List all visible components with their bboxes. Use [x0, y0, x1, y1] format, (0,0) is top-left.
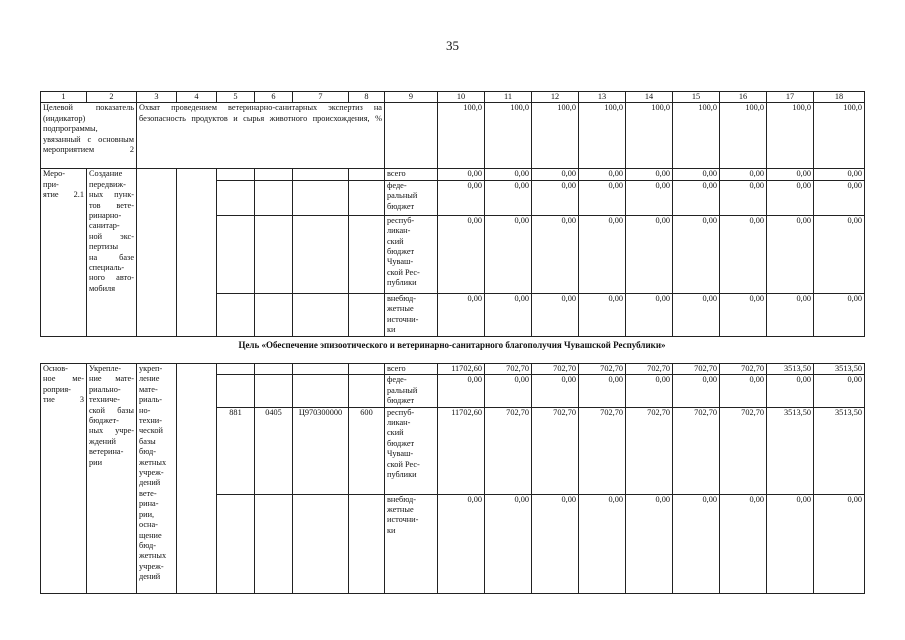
funding-value: 0,00	[720, 215, 767, 293]
funding-value: 0,00	[814, 293, 865, 336]
funding-value: 0,00	[720, 169, 767, 180]
measure-type: Основ- ное ме- роприя- тие 3	[41, 364, 87, 594]
funding-source: внебюд- жетные источни- ки	[385, 293, 438, 336]
goal-link: укреп- ление мате- риаль- но- техни- ческой базы бюд- жетных учреж- дений вете- рина- рии, осна- щение бюд- жетных учреж- дений	[137, 364, 177, 594]
column-number: 10	[438, 92, 485, 103]
code-csr	[293, 375, 349, 407]
code-rzpr	[255, 215, 293, 293]
funding-value: 0,00	[532, 375, 579, 407]
code-csr	[293, 215, 349, 293]
funding-value: 0,00	[579, 215, 626, 293]
funding-value: 0,00	[579, 375, 626, 407]
funding-value: 0,00	[720, 293, 767, 336]
indicator-description: Охват проведением ветеринарно-санитарных экспертиз на безопасность продуктов и сырья животного происхождения, %	[137, 103, 385, 169]
code-grbs	[217, 494, 255, 593]
code-csr	[293, 364, 349, 375]
goal-link	[137, 169, 177, 336]
measure-type: Меро- при- ятие 2.1	[41, 169, 87, 336]
funding-value: 702,70	[720, 364, 767, 375]
funding-value: 702,70	[626, 407, 673, 494]
funding-value: 11702,60	[438, 407, 485, 494]
funding-source: феде- ральный бюджет	[385, 180, 438, 215]
code-vr	[349, 215, 385, 293]
funding-value: 0,00	[438, 494, 485, 593]
funding-value: 0,00	[579, 180, 626, 215]
funding-value: 702,70	[720, 407, 767, 494]
code-csr	[293, 494, 349, 593]
funding-value: 3513,50	[814, 364, 865, 375]
code-csr	[293, 180, 349, 215]
funding-value: 0,00	[814, 375, 865, 407]
funding-value: 0,00	[673, 180, 720, 215]
upper-table	[40, 91, 865, 337]
code-rzpr	[255, 364, 293, 375]
funding-value: 11702,60	[438, 364, 485, 375]
code-grbs	[217, 293, 255, 336]
code-rzpr	[255, 169, 293, 180]
column-number: 13	[579, 92, 626, 103]
funding-value: 0,00	[626, 494, 673, 593]
code-vr	[349, 494, 385, 593]
funding-value: 0,00	[485, 375, 532, 407]
column-number: 1	[41, 92, 87, 103]
funding-value: 0,00	[532, 169, 579, 180]
funding-source: респуб- ликан- ский бюджет Чуваш- ской Рес- публики	[385, 215, 438, 293]
indicator-value: 100,0	[767, 103, 814, 169]
header-row	[41, 92, 865, 103]
column-number: 8	[349, 92, 385, 103]
responsible	[177, 169, 217, 336]
funding-value: 0,00	[673, 169, 720, 180]
funding-value: 0,00	[438, 375, 485, 407]
column-number: 16	[720, 92, 767, 103]
funding-value: 0,00	[814, 180, 865, 215]
code-csr: Ц970300000	[293, 407, 349, 494]
funding-source: феде- ральный бюджет	[385, 375, 438, 407]
indicator-value: 100,0	[814, 103, 865, 169]
funding-value: 702,70	[532, 364, 579, 375]
funding-value: 3513,50	[814, 407, 865, 494]
funding-value: 702,70	[626, 364, 673, 375]
column-number: 7	[293, 92, 349, 103]
funding-value: 0,00	[438, 215, 485, 293]
funding-value: 0,00	[767, 215, 814, 293]
funding-value: 702,70	[673, 407, 720, 494]
code-rzpr	[255, 293, 293, 336]
indicator-value: 100,0	[485, 103, 532, 169]
funding-value: 0,00	[626, 293, 673, 336]
funding-source: всего	[385, 364, 438, 375]
funding-value: 0,00	[767, 293, 814, 336]
funding-value: 0,00	[767, 180, 814, 215]
column-number: 12	[532, 92, 579, 103]
funding-value: 0,00	[814, 169, 865, 180]
code-vr	[349, 364, 385, 375]
code-vr	[349, 293, 385, 336]
funding-value: 0,00	[626, 375, 673, 407]
code-grbs	[217, 364, 255, 375]
funding-value: 0,00	[485, 494, 532, 593]
indicator-value: 100,0	[532, 103, 579, 169]
funding-value: 0,00	[626, 169, 673, 180]
code-grbs: 881	[217, 407, 255, 494]
funding-value: 0,00	[673, 293, 720, 336]
code-rzpr	[255, 494, 293, 593]
goal-heading: Цель «Обеспечение эпизоотического и ветеринарно-санитарного благополучия Чувашской Республики»	[238, 340, 666, 350]
column-number: 11	[485, 92, 532, 103]
funding-value: 702,70	[579, 407, 626, 494]
column-number: 5	[217, 92, 255, 103]
funding-value: 0,00	[485, 169, 532, 180]
column-number: 6	[255, 92, 293, 103]
code-csr	[293, 293, 349, 336]
indicator-name: Целевой показатель (индикатор) подпрограммы, увязанный с основным мероприятием 2	[41, 103, 137, 169]
indicator-row	[41, 103, 865, 169]
code-vr	[349, 180, 385, 215]
indicator-value: 100,0	[720, 103, 767, 169]
table-row	[41, 364, 865, 375]
page-number: 35	[446, 38, 459, 53]
indicator-value: 100,0	[579, 103, 626, 169]
indicator-value: 100,0	[626, 103, 673, 169]
responsible	[177, 364, 217, 594]
funding-value: 0,00	[720, 375, 767, 407]
funding-value: 702,70	[485, 364, 532, 375]
funding-value: 0,00	[438, 293, 485, 336]
code-grbs	[217, 180, 255, 215]
funding-value: 0,00	[579, 494, 626, 593]
funding-value: 0,00	[532, 494, 579, 593]
code-grbs	[217, 215, 255, 293]
column-number: 14	[626, 92, 673, 103]
funding-value: 702,70	[579, 364, 626, 375]
column-number: 4	[177, 92, 217, 103]
measure-name: Укрепле- ние мате- риально- техниче- ской базы бюджет- ных учре- ждений ветерина- рии	[87, 364, 137, 594]
indicator-value: 100,0	[438, 103, 485, 169]
funding-value: 0,00	[532, 215, 579, 293]
code-grbs	[217, 169, 255, 180]
funding-value: 0,00	[767, 375, 814, 407]
lower-table	[40, 363, 865, 594]
funding-value: 0,00	[438, 169, 485, 180]
funding-value: 0,00	[720, 180, 767, 215]
funding-value: 0,00	[626, 180, 673, 215]
column-number: 15	[673, 92, 720, 103]
column-number: 2	[87, 92, 137, 103]
column-number: 18	[814, 92, 865, 103]
funding-value: 0,00	[485, 180, 532, 215]
code-rzpr	[255, 180, 293, 215]
column-number: 3	[137, 92, 177, 103]
code-vr	[349, 169, 385, 180]
funding-value: 0,00	[485, 215, 532, 293]
funding-value: 3513,50	[767, 364, 814, 375]
column-number: 17	[767, 92, 814, 103]
code-vr: 600	[349, 407, 385, 494]
indicator-empty	[385, 103, 438, 169]
funding-value: 0,00	[814, 494, 865, 593]
funding-value: 0,00	[626, 215, 673, 293]
funding-value: 0,00	[532, 293, 579, 336]
funding-value: 0,00	[485, 293, 532, 336]
funding-value: 702,70	[485, 407, 532, 494]
funding-value: 702,70	[673, 364, 720, 375]
funding-value: 0,00	[814, 215, 865, 293]
indicator-value: 100,0	[673, 103, 720, 169]
code-vr	[349, 375, 385, 407]
code-grbs	[217, 375, 255, 407]
code-rzpr	[255, 375, 293, 407]
funding-value: 0,00	[720, 494, 767, 593]
table-row	[41, 169, 865, 180]
measure-name: Создание передвиж- ных пунк- тов вете- ринарно- санитар- ной экс- пертизы на базе специаль- ного авто- мобиля	[87, 169, 137, 336]
funding-value: 3513,50	[767, 407, 814, 494]
funding-value: 0,00	[579, 293, 626, 336]
funding-source: респуб- ликан- ский бюджет Чуваш- ской Рес- публики	[385, 407, 438, 494]
funding-value: 0,00	[767, 494, 814, 593]
code-csr	[293, 169, 349, 180]
funding-value: 0,00	[579, 169, 626, 180]
funding-value: 0,00	[673, 215, 720, 293]
funding-source: всего	[385, 169, 438, 180]
funding-value: 0,00	[673, 375, 720, 407]
funding-value: 0,00	[767, 169, 814, 180]
funding-value: 702,70	[532, 407, 579, 494]
funding-value: 0,00	[438, 180, 485, 215]
funding-value: 0,00	[673, 494, 720, 593]
funding-source: внебюд- жетные источни- ки	[385, 494, 438, 593]
funding-value: 0,00	[532, 180, 579, 215]
column-number: 9	[385, 92, 438, 103]
code-rzpr: 0405	[255, 407, 293, 494]
